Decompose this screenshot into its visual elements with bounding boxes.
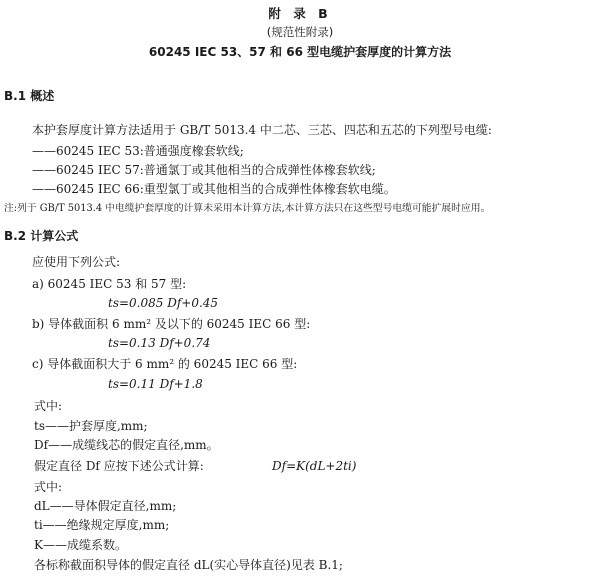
- appendix-subtitle: (规范性附录): [266, 25, 334, 39]
- section-b1-heading: B.1 概述: [4, 89, 55, 103]
- section-b2-intro: 应使用下列公式:: [32, 255, 121, 269]
- list-item: ——60245 IEC 66:重型氯丁或其他相当的合成弹性体橡套软电缆。: [32, 182, 396, 196]
- definition-df: Df——成缆线芯的假定直径,mm。: [34, 438, 219, 452]
- assumed-diameter-text: 假定直径 Df 应按下述公式计算:: [34, 459, 204, 473]
- case-c-formula: ts=0.11 Df+1.8: [108, 377, 203, 391]
- definition-dl: dL——导体假定直径,mm;: [34, 499, 177, 513]
- section-b2-heading: B.2 计算公式: [4, 229, 79, 243]
- assumed-diameter-formula: Df=K(dL+2ti): [272, 459, 357, 473]
- appendix-title: 附 录 B: [268, 6, 332, 21]
- list-item: ——60245 IEC 53:普通强度橡套软线;: [32, 144, 244, 158]
- case-b-formula: ts=0.13 Df+0.74: [108, 336, 211, 350]
- section-b1-intro: 本护套厚度计算方法适用于 GB/T 5013.4 中二芯、三芯、四芯和五芯的下列型号电缆:: [32, 123, 492, 137]
- where-label-2: 式中:: [34, 480, 63, 494]
- final-paragraph: 各标称截面积导体的假定直径 dL(实心导体直径)见表 B.1;: [34, 558, 343, 572]
- case-b-label: b) 导体截面积 6 mm² 及以下的 60245 IEC 66 型:: [32, 317, 311, 331]
- case-a-formula: ts=0.085 Df+0.45: [108, 296, 219, 310]
- definition-ti: ti——绝缘规定厚度,mm;: [34, 518, 170, 532]
- case-a-label: a) 60245 IEC 53 和 57 型:: [32, 277, 187, 291]
- appendix-main-title: 60245 IEC 53、57 和 66 型电缆护套厚度的计算方法: [148, 45, 452, 59]
- list-item: ——60245 IEC 57:普通氯丁或其他相当的合成弹性体橡套软线;: [32, 163, 376, 177]
- case-c-label: c) 导体截面积大于 6 mm² 的 60245 IEC 66 型:: [32, 357, 298, 371]
- definition-ts: ts——护套厚度,mm;: [34, 419, 148, 433]
- definition-k: K——成缆系数。: [34, 538, 127, 552]
- section-b1-note: 注:列于 GB/T 5013.4 中电缆护套厚度的计算未采用本计算方法,本计算方法只在这些型号电缆可能扩展时应用。: [4, 203, 491, 214]
- where-label-1: 式中:: [34, 399, 63, 413]
